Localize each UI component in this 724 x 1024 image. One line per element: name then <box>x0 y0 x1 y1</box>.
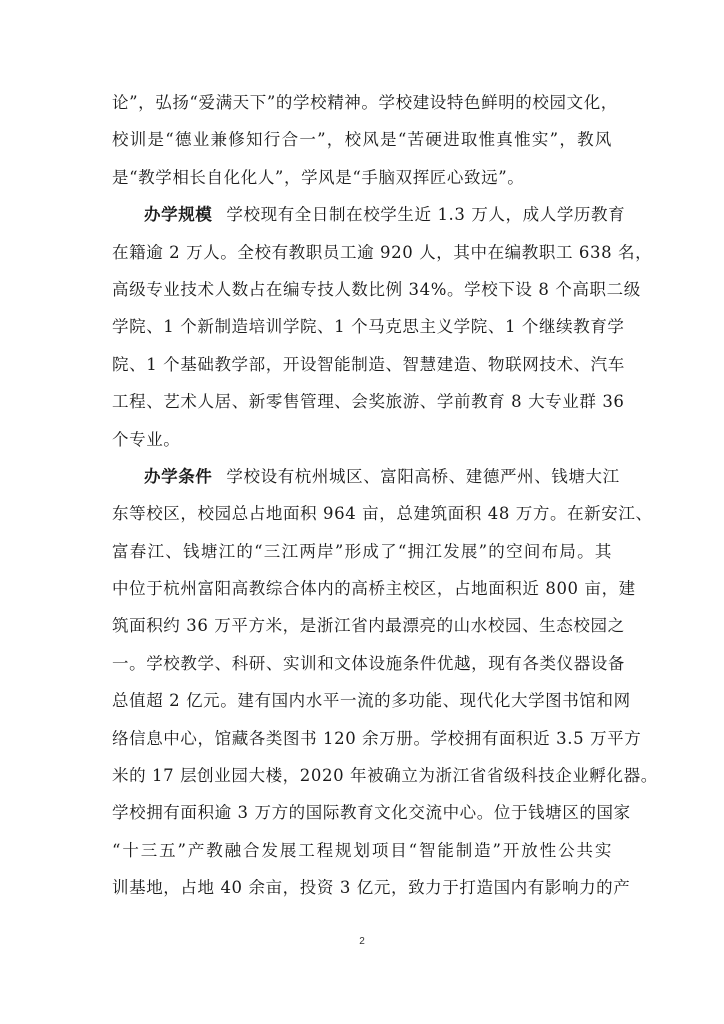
paragraph-first-line <box>112 196 626 233</box>
text-line: 学校拥有面积逾 3 万方的国际教育文化交流中心。位于钱塘区的国家 <box>112 803 631 823</box>
text-line: 校训是“德业兼修知行合一”，校风是“苦硬进取惟真惟实”，教风 <box>112 130 612 150</box>
text-line: 络信息中心，馆藏各类图书 120 余万册。学校拥有面积近 3.5 万平方 <box>112 728 642 748</box>
text-line: 个专业。 <box>112 429 181 449</box>
section-heading-conditions: 办学条件 <box>144 466 213 486</box>
text-line: 米的 17 层创业园大楼，2020 年被确立为浙江省省级科技企业孵化器。 <box>112 766 658 786</box>
text-line: 富春江、钱塘江的“三江两岸”形成了“拥江发展”的空间布局。其 <box>112 541 612 561</box>
text-line: 在籍逾 2 万人。全校有教职员工逾 920 人，其中在编教职工 638 名， <box>112 242 653 262</box>
text-line: 一。学校教学、科研、实训和文体设施条件优越，现有各类仪器设备 <box>112 653 625 673</box>
text-line: 工程、艺术人居、新零售管理、会奖旅游、学前教育 8 大专业群 36 <box>112 392 625 412</box>
text-line: “十三五”产教融合发展工程规划项目“智能制造”开放性公共实 <box>112 840 612 860</box>
text-line: 院、1 个基础教学部，开设智能制造、智慧建造、物联网技术、汽车 <box>112 354 625 374</box>
text-line: 学校设有杭州城区、富阳高桥、建德严州、钱塘大江 <box>226 466 620 486</box>
body-text <box>112 84 658 907</box>
text-line: 是“教学相长自化化人”，学风是“手脑双挥匠心致远”。 <box>112 167 525 187</box>
paragraph-first-line <box>112 458 620 495</box>
text-line: 论”，弘扬“爱满天下”的学校精神。学校建设特色鲜明的校园文化， <box>112 93 618 112</box>
text-line: 训基地，占地 40 余亩，投资 3 亿元，致力于打造国内有影响力的产 <box>112 878 631 898</box>
text-line: 筑面积约 36 万平方米，是浙江省内最漂亮的山水校园、生态校园之 <box>112 616 625 636</box>
text-line: 学院、1 个新制造培训学院、1 个马克思主义学院、1 个继续教育学 <box>112 317 625 337</box>
section-heading-scale: 办学规模 <box>144 205 213 225</box>
page-number: 2 <box>359 936 365 947</box>
text-line: 东等校区，校园总占地面积 964 亩，总建筑面积 48 万方。在新安江、 <box>112 504 653 524</box>
text-line: 高级专业技术人数占在编专技人数比例 34%。学校下设 8 个高职二级 <box>112 279 641 299</box>
text-line: 中位于杭州富阳高教综合体内的高桥主校区，占地面积近 800 亩，建 <box>112 579 636 599</box>
text-line: 学校现有全日制在校学生近 1.3 万人，成人学历教育 <box>226 205 626 225</box>
text-line: 总值超 2 亿元。建有国内水平一流的多功能、现代化大学图书馆和网 <box>112 691 631 711</box>
